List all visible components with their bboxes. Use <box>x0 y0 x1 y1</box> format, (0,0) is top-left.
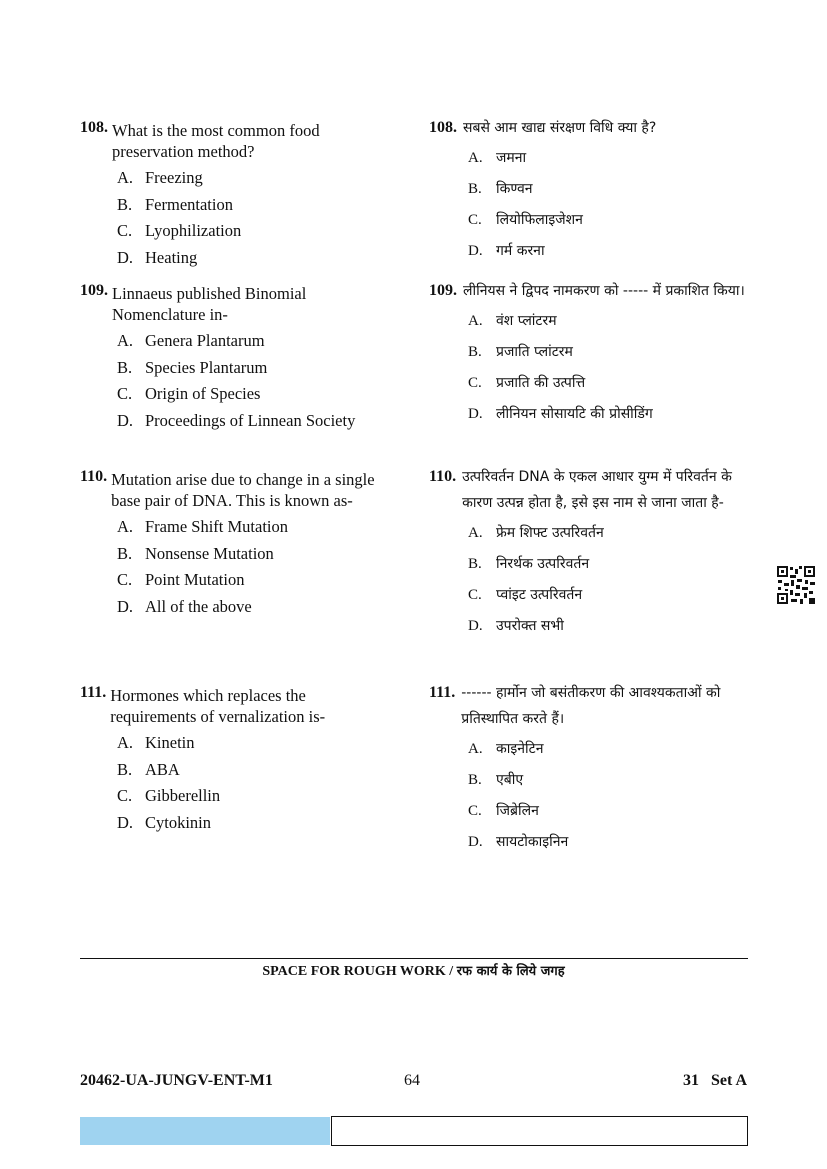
option-b: B. ABA <box>117 759 180 779</box>
option-a: A. Genera Plantarum <box>117 331 265 350</box>
question-110-en <box>80 467 380 620</box>
option-d: D. Proceedings of Linnean Society <box>117 410 356 430</box>
question-number: 111. <box>429 684 456 701</box>
question-111-hi <box>429 683 749 858</box>
question-number: 108. <box>80 119 108 136</box>
option-a: A. फ्रेम शिफ्ट उत्परिवर्तन <box>468 525 604 541</box>
option-a: A. Freezing <box>117 168 203 187</box>
option-d: D. Heating <box>117 247 198 267</box>
option-c: C. Gibberellin <box>117 786 221 805</box>
question-110-hi <box>429 467 749 642</box>
question-108-hi <box>429 118 749 267</box>
footer-box <box>331 1116 748 1146</box>
option-d: D. उपरोक्त सभी <box>468 618 564 634</box>
option-a: A. Kinetin <box>117 733 195 752</box>
question-text: लीनियस ने द्विपद नामकरण को ----- में प्रकाशित किया। <box>463 283 745 299</box>
question-number: 109. <box>429 282 457 299</box>
paper-code: 20462-UA-JUNGV-ENT-M1 <box>80 1072 273 1089</box>
option-d: D. लीनियन सोसायटि की प्रोसीडिंग <box>468 406 653 422</box>
option-b: B. किण्वन <box>468 181 533 197</box>
option-b: B. Species Plantarum <box>117 357 268 377</box>
option-c: C. लियोफिलाइजेशन <box>468 212 583 228</box>
question-text: सबसे आम खाद्य संरक्षण विधि क्या है? <box>463 120 657 136</box>
option-c: C. Origin of Species <box>117 384 261 403</box>
question-number: 110. <box>429 468 457 485</box>
question-number: 111. <box>80 684 107 701</box>
page-number: 64 <box>404 1072 420 1089</box>
question-108-en <box>80 118 380 271</box>
option-d: D. Cytokinin <box>117 812 212 832</box>
rough-work-divider <box>80 958 748 959</box>
question-number: 109. <box>80 282 108 299</box>
question-text: ------ हार्मोन जो बसंतीकरण की आवश्यकताओं को प्रतिस्थापित करते हैं। <box>461 685 721 727</box>
qr-code-icon <box>776 565 816 605</box>
rough-work-heading-hi: रफ कार्य के लिये जगह <box>456 964 565 979</box>
option-c: C. जिब्रेलिन <box>468 803 539 819</box>
option-c: C. Lyophilization <box>117 221 242 240</box>
question-109-en <box>80 281 380 434</box>
question-text: Linnaeus published Binomial Nomenclature in- <box>112 284 307 324</box>
option-a: A. वंश प्लांटरम <box>468 313 557 329</box>
question-text: Mutation arise due to change in a single base pair of DNA. This is known as- <box>111 470 375 510</box>
question-number: 108. <box>429 119 457 136</box>
option-d: D. All of the above <box>117 596 252 616</box>
question-111-en <box>80 683 380 836</box>
option-c: C. प्रजाति की उत्पत्ति <box>468 375 586 391</box>
option-b: B. एबीए <box>468 772 524 788</box>
option-c: C. प्वांइट उत्परिवर्तन <box>468 587 583 603</box>
option-d: D. गर्म करना <box>468 243 545 259</box>
option-a: A. काइनेटिन <box>468 741 544 757</box>
option-c: C. Point Mutation <box>117 570 245 589</box>
option-b: B. Fermentation <box>117 194 233 214</box>
option-a: A. Frame Shift Mutation <box>117 517 288 536</box>
rough-work-heading <box>0 962 827 982</box>
option-b: B. Nonsense Mutation <box>117 543 274 563</box>
question-text: What is the most common food preservation method? <box>112 121 320 161</box>
footer-color-bar <box>80 1117 330 1145</box>
question-text: Hormones which replaces the requirements of vernalization is- <box>110 686 326 726</box>
set-label: 31 Set A <box>683 1072 747 1089</box>
option-b: B. प्रजाति प्लांटरम <box>468 344 573 360</box>
question-109-hi <box>429 281 749 430</box>
rough-work-heading-en: SPACE FOR ROUGH WORK / <box>262 964 454 979</box>
question-number: 110. <box>80 468 108 485</box>
option-d: D. सायटोकाइनिन <box>468 834 569 850</box>
option-a: A. जमना <box>468 150 527 166</box>
question-text: उत्परिवर्तन DNA के एकल आधार युग्म में परिवर्तन के कारण उत्पन्न होता है, इसे इस नाम से जाना जाता है- <box>462 469 732 511</box>
option-b: B. निरर्थक उत्परिवर्तन <box>468 556 590 572</box>
